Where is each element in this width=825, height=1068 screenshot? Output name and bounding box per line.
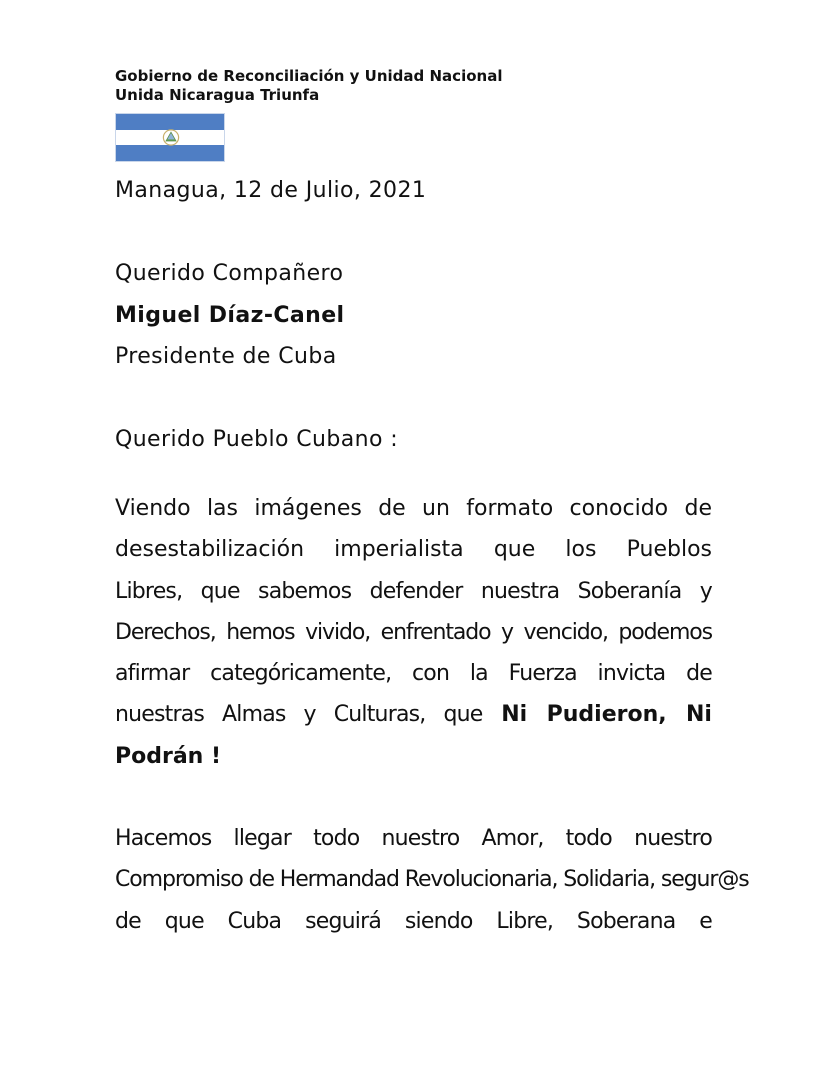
- paragraph-row: Derechos, hemos vivido, enfrentado y vencido, podemos: [115, 619, 712, 645]
- recipient-title: Presidente de Cuba: [115, 344, 337, 369]
- emphasis-text: Ni Pudieron, Ni: [501, 702, 712, 728]
- salutation-line: Querido Compañero: [115, 261, 344, 286]
- letterhead-government-name: Gobierno de Reconciliación y Unidad Nacional: [115, 67, 503, 85]
- flag-top-stripe: [116, 114, 224, 130]
- paragraph-row: afirmar categóricamente, con la Fuerza invicta de: [115, 661, 712, 687]
- paragraph-solidarity: [115, 488, 712, 777]
- recipient-name: Miguel Díaz-Canel: [115, 303, 345, 328]
- paragraph-row: Libres, que sabemos defender nuestra Soberanía y: [115, 578, 712, 604]
- letterhead: [115, 67, 502, 105]
- paragraph-row-text: nuestras Almas y Culturas, que: [115, 702, 483, 728]
- paragraph-row: desestabilización imperialista que los Pueblos: [115, 537, 712, 563]
- letterhead-slogan: Unida Nicaragua Triunfa: [115, 86, 320, 104]
- paragraph-commitment: [115, 818, 749, 942]
- paragraph-row: Hacemos llegar todo nuestro Amor, todo nuestro: [115, 826, 712, 851]
- paragraph-row: de que Cuba seguirá siendo Libre, Soberana e: [115, 908, 712, 934]
- paragraph-row-with-emphasis: [115, 694, 712, 735]
- nicaragua-coat-of-arms-icon: [162, 129, 180, 146]
- paragraph-row: Viendo las imágenes de un formato conocido de: [115, 496, 712, 521]
- greeting-line: Querido Pueblo Cubano :: [115, 427, 399, 452]
- paragraph-row: Compromiso de Hermandad Revolucionaria, Solidaria, segur@s: [115, 867, 749, 893]
- emphasis-closing: Podrán !: [115, 743, 222, 769]
- nicaragua-flag-icon: [115, 113, 225, 162]
- flag-bottom-stripe: [116, 145, 224, 161]
- date-line: Managua, 12 de Julio, 2021: [115, 178, 427, 203]
